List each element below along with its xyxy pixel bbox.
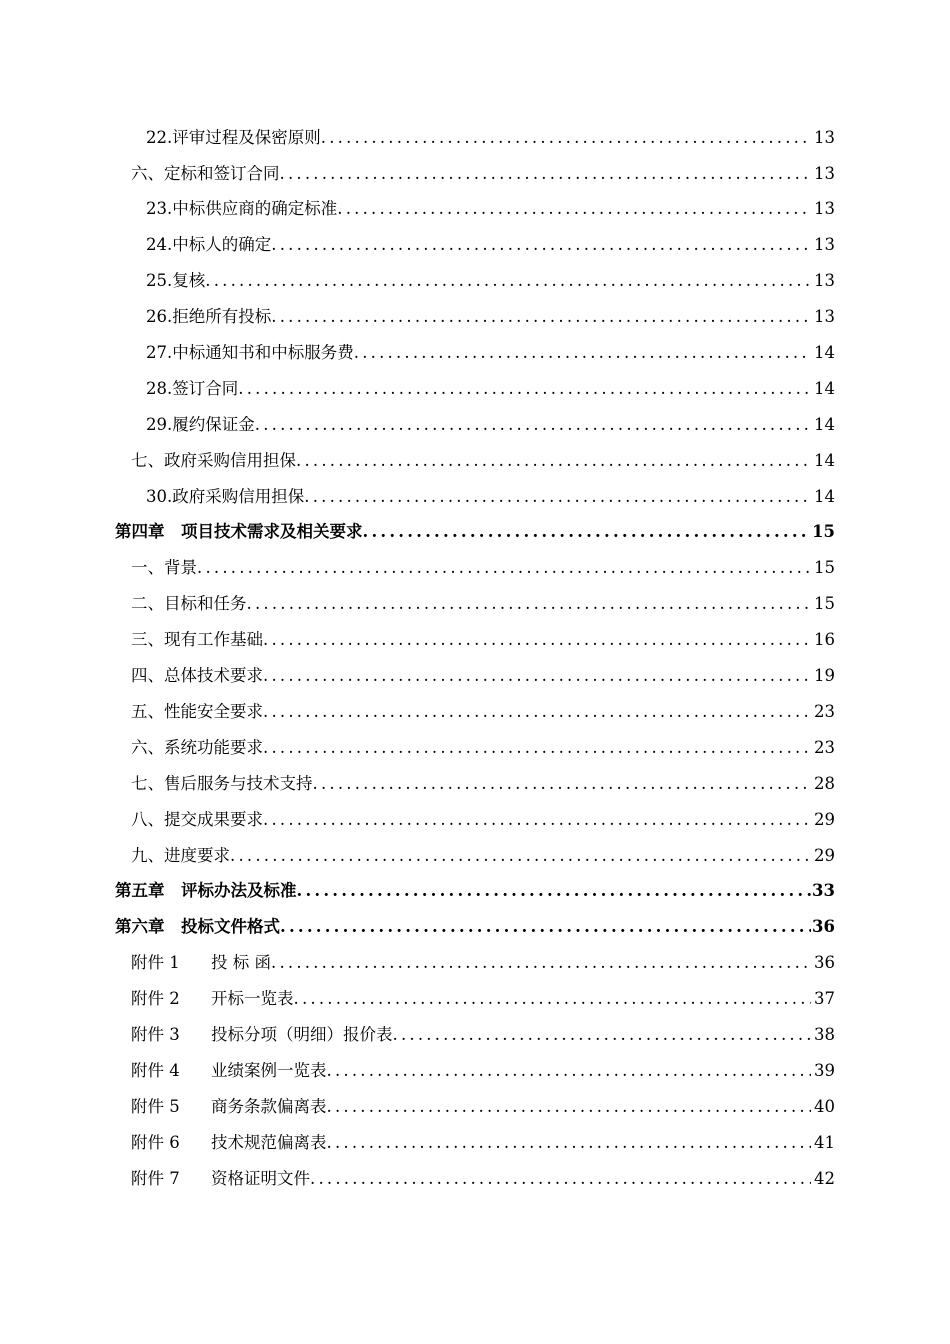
dot-leader-dots	[354, 345, 811, 362]
toc-entry-title: 三、现有工作基础	[131, 630, 263, 650]
toc-entry[interactable]	[0, 1125, 950, 1161]
toc-page-number: 19	[814, 666, 835, 686]
toc-attachment-label: 附件 6	[131, 1132, 180, 1152]
toc-entry-title: 29.履约保证金	[146, 414, 255, 434]
dot-leader	[304, 489, 811, 506]
toc-entry-title: 23.中标供应商的确定标准	[146, 199, 338, 219]
dot-leader-dots	[363, 524, 812, 541]
dot-leader-dots	[294, 991, 812, 1008]
toc-page-number: 23	[814, 701, 835, 721]
toc-entry[interactable]	[0, 766, 950, 802]
toc-page-number: 36	[812, 917, 835, 937]
toc-page-number: 33	[812, 881, 835, 901]
dot-leader-dots	[205, 273, 811, 290]
toc-page-number: 13	[814, 163, 835, 183]
toc-entry-title: 一、背景	[131, 558, 197, 578]
toc-entry-title: 六、系统功能要求	[131, 737, 263, 757]
toc-page-number: 36	[814, 953, 835, 973]
toc-entry[interactable]	[0, 443, 950, 479]
toc-page-number: 40	[814, 1096, 835, 1116]
toc-attachment-label: 附件 4	[131, 1060, 180, 1080]
dot-leader-dots	[238, 381, 811, 398]
toc-page-number: 16	[814, 630, 835, 650]
dot-leader-dots	[247, 596, 812, 613]
dot-leader	[263, 740, 811, 757]
toc-entry-title: 七、政府采购信用担保	[131, 450, 296, 470]
toc-entry-title: 六、定标和签订合同	[131, 163, 280, 183]
toc-entry-title: 28.签订合同	[146, 378, 239, 398]
dot-leader-dots	[337, 201, 811, 218]
toc-page-number: 29	[814, 845, 835, 865]
dot-leader-dots	[271, 237, 811, 254]
dot-leader-dots	[263, 740, 811, 757]
toc-entry-title: 九、进度要求	[131, 845, 230, 865]
dot-leader-dots	[393, 1027, 812, 1044]
dot-leader-dots	[327, 1135, 812, 1152]
toc-entry-title: 第五章 评标办法及标准	[115, 881, 297, 901]
toc-attachment-label: 附件 5	[131, 1096, 180, 1116]
dot-leader	[263, 812, 811, 829]
dot-leader-dots	[271, 955, 811, 972]
toc-entry-title: 26.拒绝所有投标	[146, 307, 272, 327]
dot-leader-dots	[263, 632, 811, 649]
toc-entry[interactable]	[0, 945, 950, 981]
dot-leader	[238, 381, 811, 398]
toc-entry-title	[131, 1168, 310, 1188]
dot-leader-dots	[263, 668, 811, 685]
toc-attachment-title: 开标一览表	[211, 989, 294, 1009]
toc-entry-title: 25.复核	[146, 271, 206, 291]
dot-leader-dots	[271, 309, 811, 326]
toc-entry[interactable]	[0, 228, 950, 264]
dot-leader	[271, 309, 811, 326]
dot-leader	[280, 166, 812, 183]
toc-page-number: 14	[814, 343, 835, 363]
toc-entry-title	[131, 1132, 327, 1152]
toc-entry[interactable]	[0, 910, 950, 946]
toc-attachment-title: 投 标 函	[211, 953, 271, 973]
dot-leader	[280, 919, 811, 936]
toc-entry-title: 第四章 项目技术需求及相关要求	[115, 522, 363, 542]
toc-page-number: 13	[814, 271, 835, 291]
toc-page-number: 14	[814, 486, 835, 506]
toc-page-number: 28	[814, 773, 835, 793]
dot-leader	[197, 560, 811, 577]
toc-entry-title: 24.中标人的确定	[146, 235, 272, 255]
toc-page-number: 37	[814, 989, 835, 1009]
toc-entry[interactable]	[0, 264, 950, 300]
toc-entry-title: 30.政府采购信用担保	[146, 486, 305, 506]
toc-entry[interactable]	[0, 694, 950, 730]
toc-entry[interactable]	[0, 156, 950, 192]
toc-attachment-label: 附件 1	[131, 953, 180, 973]
dot-leader	[230, 848, 811, 865]
toc-attachment-label: 附件 7	[131, 1168, 180, 1188]
dot-leader	[313, 776, 812, 793]
dot-leader	[263, 668, 811, 685]
toc-entry[interactable]	[0, 479, 950, 515]
toc-page-number: 13	[814, 199, 835, 219]
dot-leader	[327, 1063, 812, 1080]
toc-page-number: 38	[814, 1024, 835, 1044]
toc-entry[interactable]	[0, 192, 950, 228]
dot-leader	[363, 524, 812, 541]
dot-leader	[310, 1171, 811, 1188]
toc-entry-title: 四、总体技术要求	[131, 666, 263, 686]
dot-leader-dots	[280, 919, 811, 936]
toc-entry-title: 五、性能安全要求	[131, 701, 263, 721]
toc-page-number: 14	[814, 378, 835, 398]
toc-entry[interactable]	[0, 371, 950, 407]
dot-leader-dots	[310, 1171, 811, 1188]
toc-page-number: 13	[814, 127, 835, 147]
toc-entry-title	[131, 1024, 393, 1044]
dot-leader	[337, 201, 811, 218]
dot-leader	[294, 991, 812, 1008]
toc-attachment-title: 资格证明文件	[211, 1168, 310, 1188]
toc-entry-title	[131, 991, 294, 1008]
toc-page-number: 23	[814, 737, 835, 757]
toc-entry[interactable]	[0, 335, 950, 371]
dot-leader	[247, 596, 812, 613]
toc-entry[interactable]	[0, 1161, 950, 1197]
dot-leader	[271, 237, 811, 254]
dot-leader	[327, 1099, 812, 1116]
dot-leader	[393, 1027, 812, 1044]
dot-leader	[296, 453, 811, 470]
toc-attachment-label: 附件 3	[131, 1024, 180, 1044]
toc-entry-title	[131, 1096, 327, 1116]
toc-entry[interactable]	[0, 802, 950, 838]
dot-leader-dots	[313, 776, 812, 793]
toc-page-number: 29	[814, 809, 835, 829]
dot-leader-dots	[321, 130, 811, 147]
dot-leader	[263, 704, 811, 721]
dot-leader-dots	[230, 848, 811, 865]
toc-attachment-title: 投标分项（明细）报价表	[211, 1024, 393, 1044]
toc-page-number: 42	[814, 1168, 835, 1188]
dot-leader-dots	[263, 704, 811, 721]
toc-entry[interactable]	[0, 838, 950, 874]
dot-leader	[205, 273, 811, 290]
dot-leader-dots	[197, 560, 811, 577]
dot-leader	[297, 883, 812, 900]
dot-leader-dots	[304, 489, 811, 506]
toc-entry[interactable]	[0, 1053, 950, 1089]
toc-attachment-title: 技术规范偏离表	[211, 1132, 327, 1152]
dot-leader-dots	[327, 1099, 812, 1116]
toc-entry-title	[131, 955, 271, 972]
dot-leader-dots	[296, 453, 811, 470]
dot-leader-dots	[327, 1063, 812, 1080]
toc-page-number: 13	[814, 307, 835, 327]
toc-entry[interactable]	[0, 120, 950, 156]
toc-entry[interactable]	[0, 730, 950, 766]
toc-entry[interactable]	[0, 515, 950, 551]
toc-page-number: 14	[814, 450, 835, 470]
toc-entry-title: 第六章 投标文件格式	[115, 917, 280, 937]
toc-page-number: 15	[812, 522, 835, 542]
dot-leader	[327, 1135, 812, 1152]
toc-entry[interactable]	[0, 299, 950, 335]
toc-attachment-title: 业绩案例一览表	[211, 1060, 327, 1080]
toc-page-number: 13	[814, 235, 835, 255]
table-of-contents	[0, 120, 950, 1197]
toc-entry-title	[131, 1060, 327, 1080]
toc-entry[interactable]	[0, 1089, 950, 1125]
toc-attachment-title: 商务条款偏离表	[211, 1096, 327, 1116]
dot-leader	[321, 130, 811, 147]
toc-entry[interactable]	[0, 407, 950, 443]
toc-page-number: 41	[814, 1132, 835, 1152]
toc-page-number: 39	[814, 1060, 835, 1080]
dot-leader-dots	[255, 417, 811, 434]
toc-entry[interactable]	[0, 587, 950, 623]
toc-entry[interactable]	[0, 874, 950, 910]
dot-leader	[255, 417, 811, 434]
dot-leader-dots	[280, 166, 812, 183]
toc-entry[interactable]	[0, 551, 950, 587]
dot-leader-dots	[263, 812, 811, 829]
toc-entry[interactable]	[0, 1017, 950, 1053]
toc-entry[interactable]	[0, 658, 950, 694]
toc-page-number: 15	[814, 594, 835, 614]
toc-entry-title: 二、目标和任务	[131, 594, 247, 614]
toc-page-number: 15	[814, 558, 835, 578]
toc-page-number: 14	[814, 414, 835, 434]
dot-leader-dots	[297, 883, 812, 900]
dot-leader	[263, 632, 811, 649]
toc-entry-title: 七、售后服务与技术支持	[131, 773, 313, 793]
toc-entry[interactable]	[0, 981, 950, 1017]
toc-entry-title: 27.中标通知书和中标服务费	[146, 343, 354, 363]
dot-leader	[271, 955, 811, 972]
dot-leader	[354, 345, 811, 362]
toc-entry[interactable]	[0, 622, 950, 658]
toc-entry-title: 22.评审过程及保密原则	[146, 127, 321, 147]
toc-entry-title: 八、提交成果要求	[131, 809, 263, 829]
toc-attachment-label: 附件 2	[131, 989, 180, 1009]
